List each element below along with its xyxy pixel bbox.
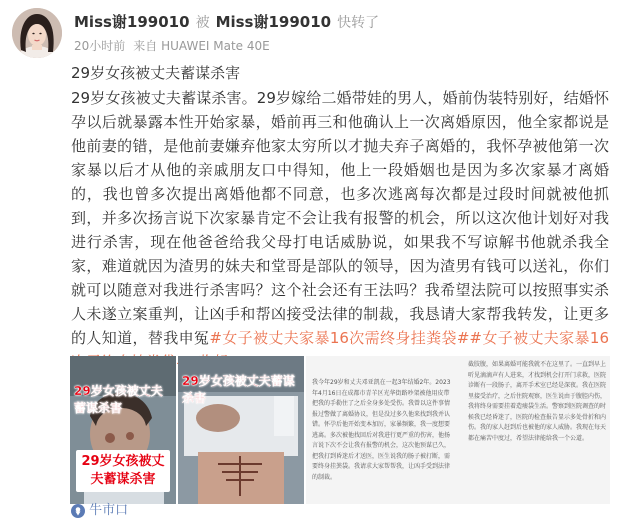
author-name[interactable]: Miss谢199010 (74, 13, 190, 31)
post-image-3[interactable] (306, 356, 610, 504)
post-source: 来自 HUAWEI Mate 40E (133, 39, 270, 53)
image-1-caption-box: 29岁女孩被丈夫蓄谋杀害 (76, 450, 170, 492)
location-pin-icon (71, 503, 85, 519)
repost-word: 被 (195, 15, 210, 31)
post-title: 29岁女孩被丈夫蓄谋杀害 (71, 64, 241, 82)
repost-action: 快转了 (337, 15, 380, 31)
document-text-left: 我今年29岁和丈夫邓亚凯在一起3年结婚2年。2023年4月16日在成都市青羊区光华街路吵架被他用皮带把我的手勒住了之后全身多处受伤。我曾以这件事情报过警做了离婚协议，但是没过多久他来找到我并认错。怀孕后他开始变本加厉，家暴频繁，我一度想要逃离。多次被他找回后对我进行更严重的伤害，他扬言说下次不会让我有报警的机会，这次他预谋已久，把我打到昏迷后才送医，医生说我的肠子被打断，需要终身挂粪袋。我请求大家帮帮我，让凶手受到法律的制裁。 (312, 379, 451, 481)
image-grid (70, 356, 610, 504)
document-text-right: 截肢腹，如果离婚可能我就不在这里了。一直到早上听见滴滴声有人进来，才找到机会打开门求救，医院诊断有一段肠子，离开手术室已经是深夜。我在医院里接受治疗，之后住院观察，医生说由于腹腔内伤，我将终身需要挂着造瘘袋生活。警察到医院调查的时候我已经昏迷了，医院的检查报告显示多处骨折和内伤。我的家人赶到后也被他的家人威胁。我现在每天都在痛苦中度过，希望法律能给我一个公道。 (468, 361, 606, 442)
post-body (71, 86, 609, 374)
avatar-photo-icon (12, 8, 62, 58)
reposter-name[interactable]: Miss谢199010 (215, 13, 332, 31)
location-tag[interactable] (71, 499, 128, 519)
post-image-2[interactable] (178, 356, 304, 504)
post-header (74, 11, 385, 31)
image-1-caption-top: 29岁女孩被丈夫蓄谋杀害 (74, 384, 163, 415)
hashtag-link[interactable]: #女子被丈夫家暴16次需终身挂粪袋# (209, 329, 470, 347)
post-image-1[interactable] (70, 356, 176, 504)
post-body-text: 29岁女孩被丈夫蓄谋杀害。29岁嫁给二婚带娃的男人，婚前伪装特别好，结婚怀孕以后就暴露本性开始家暴，婚前再三和他确认上一次离婚原因，他全家都说是他前妻的错，是他前妻嫌弃他家太穷所以才抛夫弃子离婚的，我怀孕被他第一次家暴以后才从他的亲戚朋友口中得知，他上一段婚姻也是因为多次家暴才离婚的，我也曾多次提出离婚他都不同意，也多次逃离每次都是过段时间就被他抓到，并多次扬言说下次家暴肯定不会让我有报警的机会，所以这次他计划好对我进行杀害，现在他爸爸给我父母打电话威胁说，如果我不写谅解书他就杀我全家，难道就因为渣男的妹夫和堂哥是部队的领导，因为渣男有钱可以送礼，你们就可以随意对我进行杀害吗？这个社会还有王法吗？我希望法院可以按照事实杀人未遂立案重判，让凶手和帮凶接受法律的制裁，我恳请大家帮我转发，让更多的人知道，替我申冤 (71, 89, 609, 347)
hashtag-link[interactable]: #女子被丈夫家暴16 (469, 329, 609, 347)
image-2-caption-top: 29岁女孩被丈夫蓄谋杀害 (182, 374, 295, 405)
post-time[interactable]: 20小时前 (74, 39, 126, 53)
location-name: 牛市口 (89, 503, 129, 518)
avatar[interactable] (12, 8, 62, 58)
post-meta (74, 37, 278, 54)
